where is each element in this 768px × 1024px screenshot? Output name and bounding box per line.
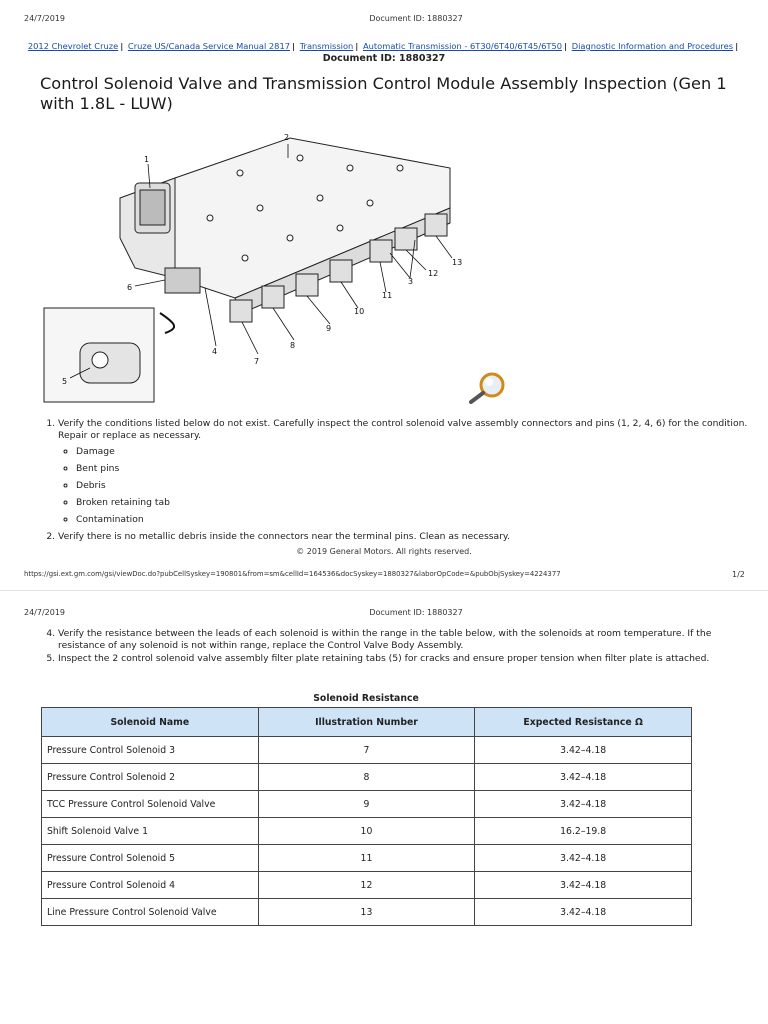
condition-bent-pins: ◦ Bent pins xyxy=(76,463,748,475)
page2-date: 24/7/2019 xyxy=(24,608,66,617)
page-title: Control Solenoid Valve and Transmission Control Module Assembly Inspection (Gen 1 with 1.8L - LUW) xyxy=(40,74,727,113)
callout-11: 11 xyxy=(382,291,393,300)
copyright: © 2019 General Motors. All rights reserved. xyxy=(296,547,472,556)
cell-solenoid-name: Pressure Control Solenoid 5 xyxy=(42,845,259,872)
cell-solenoid-name: Line Pressure Control Solenoid Valve xyxy=(42,899,259,926)
callout-8: 8 xyxy=(290,341,296,350)
step-1 xyxy=(58,418,748,526)
document-id: Document ID: 1880327 xyxy=(322,53,446,64)
header-illustration-number: Illustration Number xyxy=(258,708,475,737)
callout-3: 3 xyxy=(408,277,414,286)
inset-arrow xyxy=(160,313,174,333)
condition-damage: ◦ Damage xyxy=(76,446,748,458)
breadcrumb-link-manual[interactable]: Cruze US/Canada Service Manual 2817 xyxy=(127,41,291,51)
condition-broken-tab: ◦ Broken retaining tab xyxy=(76,497,748,509)
table-row xyxy=(42,845,692,872)
table-header-row xyxy=(42,708,692,737)
page1-date: 24/7/2019 xyxy=(24,14,66,23)
callout-2: 2 xyxy=(284,133,290,142)
step-5: 5. Inspect the 2 control solenoid valve assembly filter plate retaining tabs (5) for cracks and ensure proper tension when filter plate is attached. xyxy=(58,653,748,665)
cell-illustration-number: 11 xyxy=(258,845,475,872)
table-row xyxy=(42,899,692,926)
page1-footer-page: 1/2 xyxy=(732,570,745,579)
callout-13: 13 xyxy=(452,258,463,267)
table-row xyxy=(42,737,692,764)
procedure-steps-page1 xyxy=(40,418,748,544)
breadcrumb-link-automatic-transmission[interactable]: Automatic Transmission - 6T30/6T40/6T45/6T50 xyxy=(362,41,563,51)
cell-solenoid-name: Shift Solenoid Valve 1 xyxy=(42,818,259,845)
cell-expected-resistance: 3.42–4.18 xyxy=(475,791,692,818)
solenoid-resistance-table xyxy=(41,707,692,926)
cell-solenoid-name: Pressure Control Solenoid 4 xyxy=(42,872,259,899)
callout-4: 4 xyxy=(212,347,218,356)
callout-6: 6 xyxy=(127,283,133,292)
callout-5: 5 xyxy=(62,377,68,386)
cell-solenoid-name: TCC Pressure Control Solenoid Valve xyxy=(42,791,259,818)
cell-illustration-number: 8 xyxy=(258,764,475,791)
header-expected-resistance: Expected Resistance Ω xyxy=(475,708,692,737)
page-break xyxy=(0,590,768,591)
page1-footer-url: https://gsi.ext.gm.com/gsi/viewDoc.do?pubCellSyskey=190801&from=sm&cellId=164536&docSyskey=1880327&laborOpCode=&pubObjSyskey=4224377 xyxy=(24,570,561,578)
table-title: Solenoid Resistance xyxy=(313,693,419,704)
cell-expected-resistance: 3.42–4.18 xyxy=(475,899,692,926)
callout-9: 9 xyxy=(326,324,332,333)
connector-6 xyxy=(165,268,200,293)
breadcrumb-link-vehicle[interactable]: 2012 Chevrolet Cruze xyxy=(27,41,119,51)
cell-expected-resistance: 3.42–4.18 xyxy=(475,872,692,899)
breadcrumb: 2012 Chevrolet Cruze | Cruze US/Canada Service Manual 2817 | Transmission | Automatic Transmission - 6T30/6T40/6T45/6T50 | Diagnostic Information and Procedures | xyxy=(27,41,739,51)
solenoid-valve-assembly-figure xyxy=(40,128,520,408)
cell-expected-resistance: 16.2–19.8 xyxy=(475,818,692,845)
procedure-steps-page2 xyxy=(40,628,748,666)
connector-1 xyxy=(135,183,170,233)
table-row xyxy=(42,764,692,791)
condition-contamination: ◦ Contamination xyxy=(76,514,748,526)
cell-expected-resistance: 3.42–4.18 xyxy=(475,737,692,764)
callout-10: 10 xyxy=(354,307,365,316)
filter-plate-inset xyxy=(44,308,154,402)
table-row xyxy=(42,818,692,845)
cell-illustration-number: 13 xyxy=(258,899,475,926)
step-1-text: Verify the conditions listed below do not exist. Carefully inspect the control solenoid valve assembly connectors and pins (1, 2, 4, 6) for the condition. Repair or replace as necessary. xyxy=(58,418,748,441)
callout-12: 12 xyxy=(428,269,439,278)
cell-illustration-number: 7 xyxy=(258,737,475,764)
breadcrumb-link-diagnostic-info[interactable]: Diagnostic Information and Procedures xyxy=(571,41,734,51)
step-2: 2. Verify there is no metallic debris inside the connectors near the terminal pins. Clean as necessary. xyxy=(58,531,748,543)
callout-7: 7 xyxy=(254,357,260,366)
table-row xyxy=(42,872,692,899)
cell-illustration-number: 12 xyxy=(258,872,475,899)
table-row xyxy=(42,791,692,818)
cell-expected-resistance: 3.42–4.18 xyxy=(475,845,692,872)
page2-header-docid: Document ID: 1880327 xyxy=(369,608,463,617)
header-solenoid-name: Solenoid Name xyxy=(42,708,259,737)
condition-list xyxy=(58,446,748,526)
step-4: 4. Verify the resistance between the leads of each solenoid is within the range in the table below, with the solenoids at room temperature. If the resistance of any solenoid is not within range, replace the Control Valve Body Assembly. xyxy=(58,628,748,652)
condition-debris: ◦ Debris xyxy=(76,480,748,492)
magnifier-icon[interactable] xyxy=(466,371,508,405)
cell-expected-resistance: 3.42–4.18 xyxy=(475,764,692,791)
page1-header-docid: Document ID: 1880327 xyxy=(369,14,463,23)
cell-illustration-number: 10 xyxy=(258,818,475,845)
callout-1: 1 xyxy=(144,155,150,164)
cell-solenoid-name: Pressure Control Solenoid 2 xyxy=(42,764,259,791)
cell-solenoid-name: Pressure Control Solenoid 3 xyxy=(42,737,259,764)
breadcrumb-link-transmission[interactable]: Transmission xyxy=(299,41,354,51)
cell-illustration-number: 9 xyxy=(258,791,475,818)
